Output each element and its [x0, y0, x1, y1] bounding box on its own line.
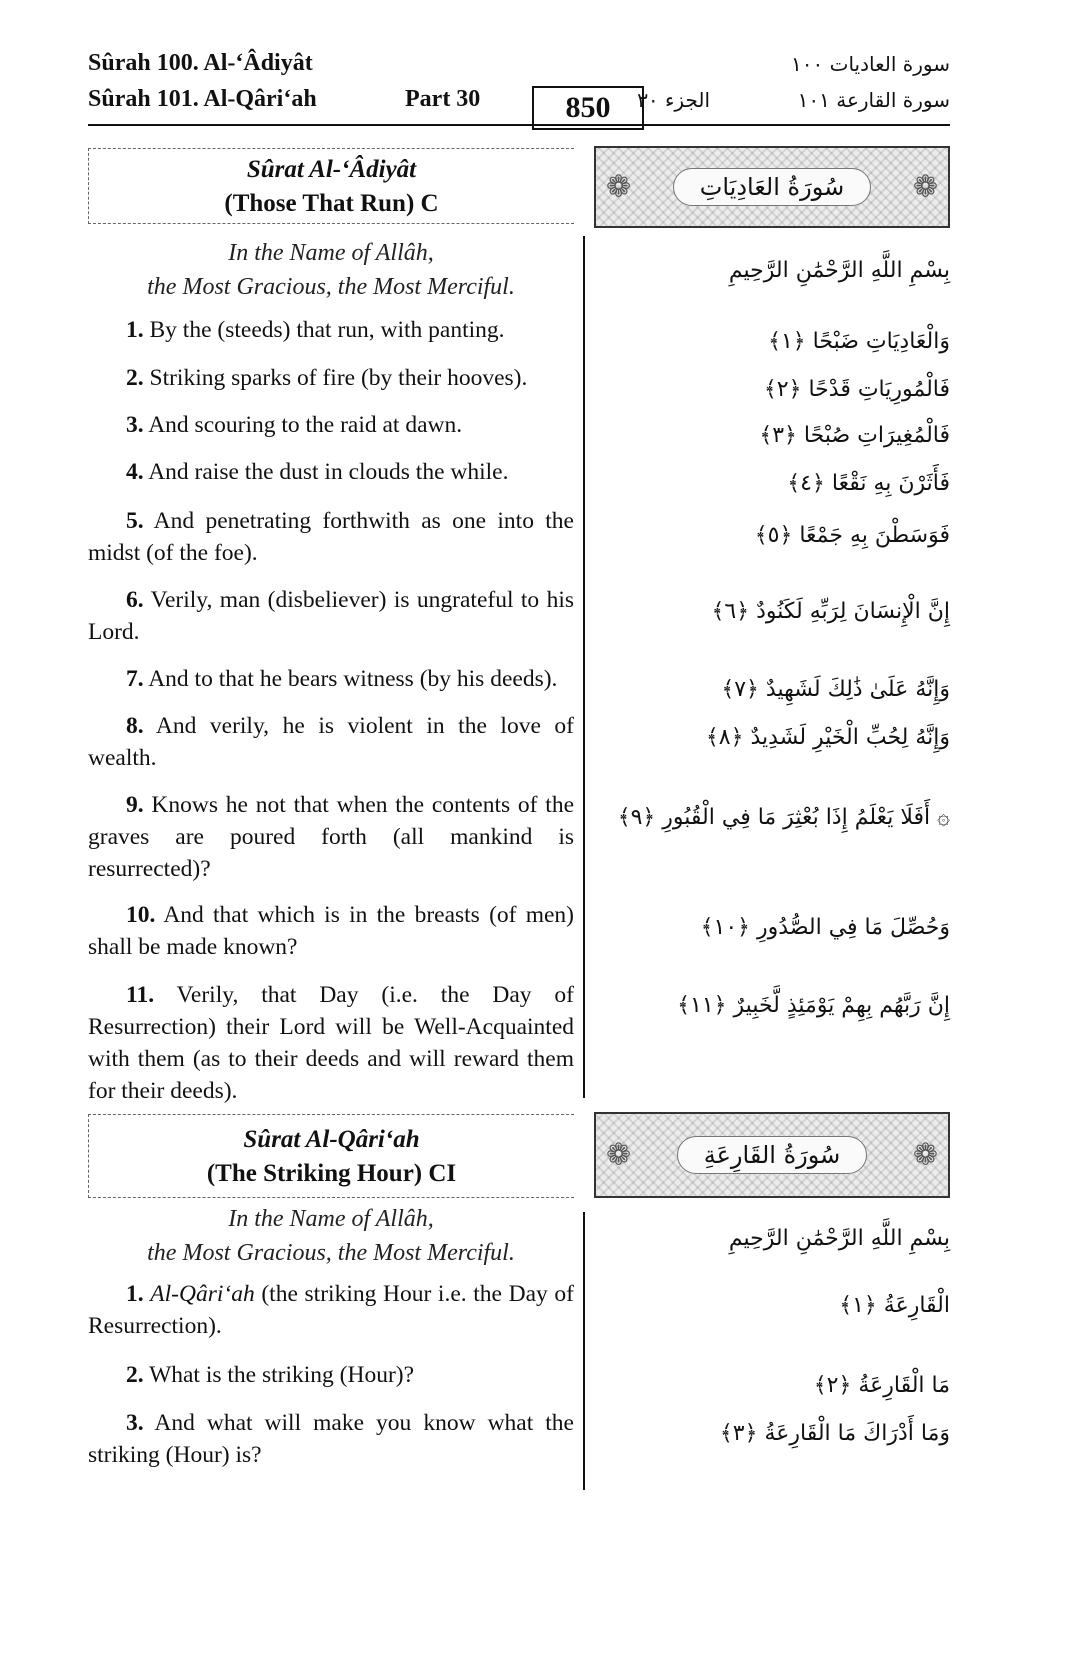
- header-surah-101-arabic: سورة القارعة ١٠١: [797, 88, 950, 112]
- surah-100-title-arabic: سُورَةُ العَادِيَاتِ: [673, 168, 871, 206]
- verse-100-7: 7. And to that he bears witness (by his deeds).: [126, 666, 558, 692]
- header-juz-arabic: الجزء ٣٠: [637, 88, 710, 112]
- verse-101-1-arabic: الْقَارِعَةُ ﴿١﴾: [839, 1293, 950, 1318]
- surah-101-title-arabic: سُورَةُ القَارِعَةِ: [677, 1136, 868, 1174]
- verse-100-4-arabic: فَأَثَرْنَ بِهِ نَقْعًا ﴿٤﴾: [787, 471, 950, 496]
- surah-100-title: Sûrat Al-‘Âdiyât: [246, 156, 417, 183]
- surah-100-ornament-panel: [594, 146, 950, 228]
- verse-100-9: 9. Knows he not that when the contents of the graves are poured forth (all mankind is resurrected)?: [88, 792, 574, 882]
- verse-101-3: 3. And what will make you know what the striking (Hour) is?: [88, 1410, 574, 1468]
- verse-100-11-arabic: إِنَّ رَبَّهُم بِهِمْ يَوْمَئِذٍ لَّخَبِيرٌ ﴿١١﴾: [677, 993, 950, 1018]
- surah-100-basmala-english: [88, 236, 574, 304]
- verse-100-1: 1. By the (steeds) that run, with panting.: [126, 317, 505, 343]
- verse-100-8-arabic: وَإِنَّهُ لِحُبِّ الْخَيْرِ لَشَدِيدٌ ﴿٨﴾: [705, 725, 950, 750]
- verse-100-3: 3. And scouring to the raid at dawn.: [126, 412, 463, 438]
- verse-100-3-arabic: فَالْمُغِيرَاتِ صُبْحًا ﴿٣﴾: [759, 423, 950, 448]
- basmala-line-2: the Most Gracious, the Most Merciful.: [147, 1240, 515, 1266]
- surah-101-basmala-arabic: بِسْمِ اللَّهِ الرَّحْمَٰنِ الرَّحِيمِ: [728, 1226, 950, 1251]
- verse-100-8: 8. And verily, he is violent in the love of wealth.: [88, 713, 574, 771]
- surah-100-subtitle: (Those That Run) C: [224, 190, 439, 217]
- verse-100-1-arabic: وَالْعَادِيَاتِ ضَبْحًا ﴿١﴾: [768, 329, 950, 354]
- surah-100-title-box: [88, 148, 574, 224]
- verse-100-5: 5. And penetrating forthwith as one into the midst (of the foe).: [88, 508, 574, 566]
- header-rule: [88, 124, 950, 126]
- surah-101-title-box: [88, 1114, 574, 1198]
- rosette-icon: ❁: [912, 169, 938, 205]
- verse-100-7-arabic: وَإِنَّهُ عَلَىٰ ذَٰلِكَ لَشَهِيدٌ ﴿٧﴾: [721, 677, 950, 702]
- basmala-line-1: In the Name of Allâh,: [228, 1206, 434, 1232]
- verse-100-10-arabic: وَحُصِّلَ مَا فِي الصُّدُورِ ﴿١٠﴾: [700, 915, 950, 940]
- verse-100-2-arabic: فَالْمُورِيَاتِ قَدْحًا ﴿٢﴾: [763, 377, 950, 402]
- verse-101-1: 1. Al-Qâri‘ah (the striking Hour i.e. the Day of Resurrection).: [88, 1281, 575, 1339]
- header-surah-100-arabic: سورة العاديات ١٠٠: [791, 52, 950, 76]
- header-surah-101: Sûrah 101. Al-Qâri‘ah: [88, 86, 317, 112]
- verse-100-4: 4. And raise the dust in clouds the while.: [126, 459, 509, 485]
- surah-101-title: Sûrat Al-Qâri‘ah: [243, 1126, 420, 1153]
- verse-100-10: 10. And that which is in the breasts (of men) shall be made known?: [88, 902, 574, 960]
- rosette-icon: ❁: [606, 169, 632, 205]
- verse-101-2-arabic: مَا الْقَارِعَةُ ﴿٢﴾: [813, 1373, 950, 1398]
- surah-101-basmala-english: [88, 1202, 574, 1270]
- verse-100-5-arabic: فَوَسَطْنَ بِهِ جَمْعًا ﴿٥﴾: [754, 523, 950, 548]
- verse-100-6: 6. Verily, man (disbeliever) is ungrateful to his Lord.: [88, 587, 574, 645]
- column-divider: [583, 1212, 585, 1490]
- verse-101-2: 2. What is the striking (Hour)?: [126, 1362, 415, 1388]
- verse-100-9-arabic: ۞ أَفَلَا يَعْلَمُ إِذَا بُعْثِرَ مَا فِي الْقُبُورِ ﴿٩﴾: [617, 805, 950, 830]
- verse-101-3-arabic: وَمَا أَدْرَاكَ مَا الْقَارِعَةُ ﴿٣﴾: [719, 1421, 950, 1446]
- basmala-line-1: In the Name of Allâh,: [228, 240, 434, 266]
- column-divider: [583, 236, 585, 1098]
- header-surah-100: Sûrah 100. Al-‘Âdiyât: [88, 50, 313, 76]
- surah-101-ornament-panel: [594, 1112, 950, 1198]
- page-number: 850: [532, 86, 644, 130]
- header-part: Part 30: [405, 86, 481, 112]
- verse-100-2: 2. Striking sparks of fire (by their hooves).: [126, 365, 528, 391]
- surah-101-subtitle: (The Striking Hour) CI: [206, 1160, 457, 1187]
- rosette-icon: ❁: [912, 1137, 938, 1173]
- verse-100-11: 11. Verily, that Day (i.e. the Day of Resurrection) their Lord will be Well-Acquainted with them (as to their deeds and will reward them for their deeds).: [88, 982, 574, 1104]
- basmala-line-2: the Most Gracious, the Most Merciful.: [147, 274, 515, 300]
- surah-100-basmala-arabic: بِسْمِ اللَّهِ الرَّحْمَٰنِ الرَّحِيمِ: [728, 258, 950, 283]
- verse-100-6-arabic: إِنَّ الْإِنسَانَ لِرَبِّهِ لَكَنُودٌ ﴿٦﴾: [711, 599, 950, 624]
- rosette-icon: ❁: [606, 1137, 632, 1173]
